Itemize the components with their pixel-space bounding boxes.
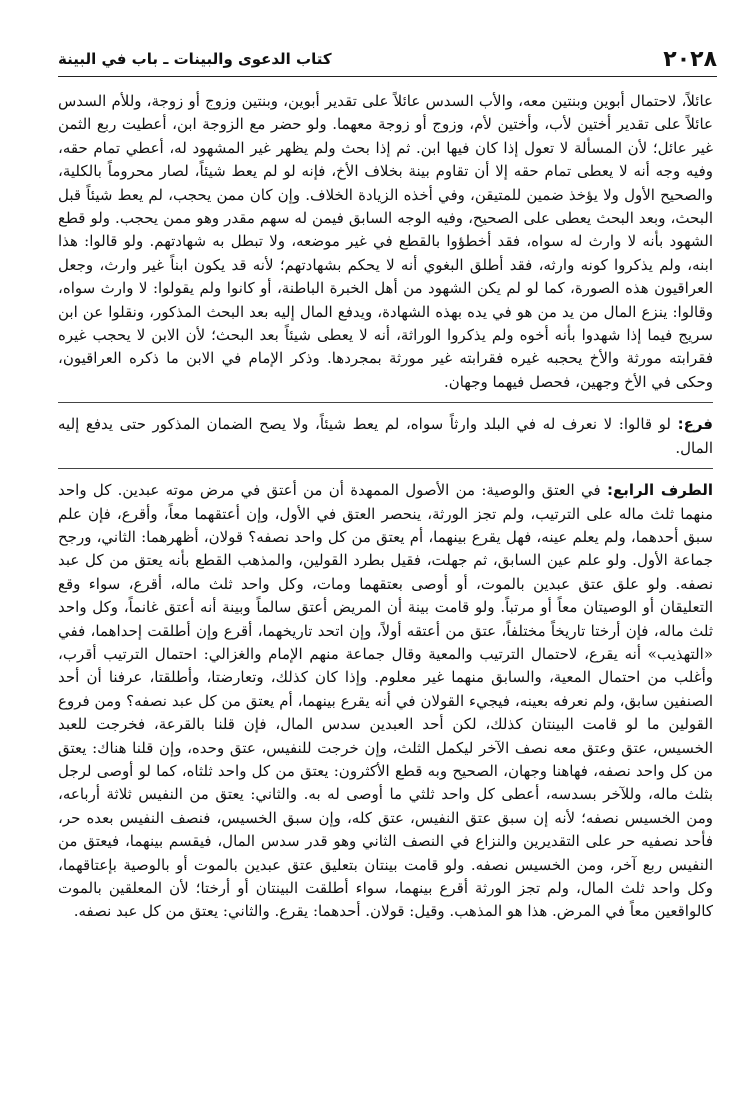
paragraph-3-text: في العتق والوصية: من الأصول الممهدة أن من أعتق في مرض موته عبدين. كل واحد منهما ثلث ماله على الترتيب، ولم تجز الورثة، ينحصر العتق في الأول، وإن أعتقهما معاً، وأقرع، فإن علم سبق أحدهما، ولم يعلم عينه، فهل يقرع بينهما، أم يعتق من كل واحد نصفه؟ قولان، أظهرهما: الثاني، ورجح جماعة الأول. ولو علم عين السابق، ثم جهلت، فقيل بطرد القولين، والمذهب القطع بأنه يعتق من كل عبد نصفه. ولو علق عتق عبدين بالموت، أو أوصى بعتقهما ومات، وكل واحد ثلث ماله، أقرع، سواء وقع التعليقان أو الوصيتان معاً أو مرتباً. ولو قامت بينة أن المريض أعتق سالماً وبينة أنه أعتق غانماً، وكل واحد ثلث ماله، فإن أرختا تاريخاً مختلفاً، عتق من أعتقه أولاً، وإن اتحد تاريخهما، أقرع وإن أطلقت إحداهما، ففي «التهذيب» أنه يقرع، لاحتمال الترتيب والمعية وقال جماعة منهم الإمام والغزالي: احتمال الترتيب أقرب، وأغلب من احتمال المعية، والسابق منهما غير معلوم. وإذا كان كذلك، وتعارضتا، وأطلقتا، عرفنا أن أحد الصنفين سابق، ولم نعرفه بعينه، فيجيء القولان في أنه يقرع بينهما، أم يعتق من كل عبد نصفه؟ ومن فروع القولين ما لو قامت البينتان كذلك، لكن أحد العبدين سدس المال، فإن قلنا بالقرعة، فخرجت للعبد الخسيس، عتق وعتق معه نصف الآخر ليكمل الثلث، وإن خرجت للنفيس، عتق وحده، وإن قلنا هناك: يعتق من كل واحد نصفه، فهاهنا وجهان، الصحيح وبه قطع الأكثرون: يعتق من كل واحد ثلثاه، كما لو أوصى لرجل بثلث ماله، وللآخر بسدسه، أعطى كل واحد ثلثي ما أوصى له به. والثاني: يعتق من النفيس ثلاثة أرباعه، ومن الخسيس نصفه؛ لأنه إن سبق عتق النفيس، عتق كله، وإن سبق الخسيس، فنصف النفيس بعده حر، فأحد نصفيه حر على التقديرين والنزاع في النصف الثاني وهو قدر سدس المال، فيقسم بينهما، فيعتق من النفيس ربع آخر، ومن الخسيس نصفه. ولو قامت بينتان بتعليق عتق عبدين بالموت أو بالوصية بإعتاقهما، وكل واحد ثلث المال، ولم تجز الورثة أقرع بينهما، سواء أطلقت البينتان أو أرختا؛ لأن المعلقين بالموت كالواقعين معاً في المرض. هذا هو المذهب. وقيل: قولان. أحدهما: يقرع. والثاني: يعتق من كل عبد نصفه.	[58, 481, 713, 921]
paragraph-1-text: عائلاً، لاحتمال أبوين وبنتين معه، والأب السدس عائلاً على تقدير أبوين، وبنتين وزوج أو زوجة، وللأم السدس عائلاً على تقدير أختين لأب، وأختين لأم، وزوج أو زوجة معهما. ولو حضر مع الزوجة ابن، أعطيت ربع الثمن غير عائل؛ لأن المسألة لا تعول إذا كان فيها ابن. ثم إذا بحث ولم يظهر غير المشهود له، أعطي تمام حقه، وفيه وجه أنه لا يعطى تمام حقه إلا أن تقاوم بينة بخلاف الأخ، فإنه لو لم يعط شيئاً، لصار محروماً بالكلية، والصحيح الأول ولا يؤخذ ضمين للمتيقن، وفي أخذه الزيادة الخلاف. وإن كان ممن يحجب، لم يعط شيئاً قبل البحث، وبعد البحث يعطى على الصحيح، وفيه الوجه السابق فيمن له سهم مقدر وهو ممن يحجب. ولو قطع الشهود بأنه لا وارث له سواه، فقد أخطؤوا بالقطع في غير موضعه، ولا تبطل به شهادتهم. ولو قالوا: هذا ابنه، ولم يذكروا كونه وارثه، فقد أطلق البغوي أنه لا يحكم بشهادتهم؛ لأنه قد يكون ابناً غير وارث، وجعل العراقيون هذه الصورة، كما لو لم يكن الشهود من أهل الخبرة الباطنة، أو كانوا ولم يقولوا: لا وارث سواه، وقالوا: ينزع المال من يد من هو في يده بهذه الشهادة، ويدفع المال إليه بعد البحث المذكور، ونقلوا عن ابن سريج فيما إذا شهدوا بأنه أخوه ولم يذكروا الوراثة، أنه لا يعطى شيئاً بعد البحث؛ لأن الابن لا يحجب غيره فقرابته مورثة والأخ يحجبه غيره فقرابته غير مورثة بمجردها. وذكر الإمام في الابن ما ذكره العراقيون، وحكى في الأخ وجهين، فحصل فيهما وجهان.	[58, 92, 713, 391]
page-header	[58, 42, 717, 77]
section-divider-2	[58, 468, 713, 469]
body-paragraph-1	[58, 90, 713, 394]
paragraph-2-text: لو قالوا: لا نعرف له في البلد وارثاً سواه، لم يعط شيئاً، ولا يصح الضمان المذكور حتى يدفع إليه المال.	[58, 415, 713, 457]
paragraph-2-lead: فرع:	[677, 415, 713, 434]
section-divider	[58, 402, 713, 403]
running-title: كتاب الدعوى والبينات ـ باب في البينة	[58, 50, 332, 68]
page-body	[58, 90, 713, 928]
body-paragraph-3	[58, 479, 713, 924]
body-paragraph-2	[58, 413, 713, 460]
paragraph-3-lead: الطرف الرابع:	[606, 481, 713, 500]
page-number: ٢٠٢٨	[663, 46, 717, 72]
